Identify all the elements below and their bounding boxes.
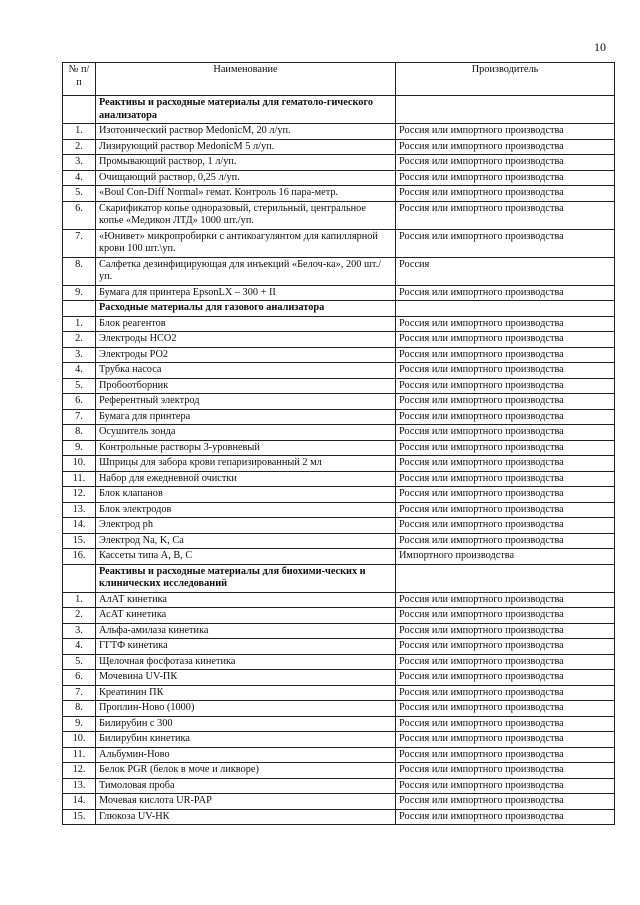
item-name: Глюкоза UV-НК [96, 809, 396, 825]
section-title: Реактивы и расходные материалы для гематоло-гического анализатора [96, 96, 396, 124]
row-number: 11. [63, 747, 96, 763]
item-producer: Россия или импортного производства [396, 409, 615, 425]
row-number: 6. [63, 201, 96, 229]
item-producer: Россия или импортного производства [396, 378, 615, 394]
row-number: 11. [63, 471, 96, 487]
item-producer: Россия или импортного производства [396, 316, 615, 332]
item-producer: Россия или импортного производства [396, 186, 615, 202]
item-name: Изотонический раствор MedonicM, 20 л/уп. [96, 124, 396, 140]
table-row [63, 285, 615, 301]
item-producer: Россия или импортного производства [396, 229, 615, 257]
row-number: 12. [63, 487, 96, 503]
table-row [63, 670, 615, 686]
row-number: 14. [63, 518, 96, 534]
row-number: 15. [63, 809, 96, 825]
table-row [63, 201, 615, 229]
table-row [63, 763, 615, 779]
item-producer: Импортного производства [396, 549, 615, 565]
item-name: Электроды РО2 [96, 347, 396, 363]
item-producer: Россия или импортного производства [396, 363, 615, 379]
item-producer: Россия или импортного производства [396, 440, 615, 456]
row-number: 10. [63, 732, 96, 748]
item-name: Электрод ph [96, 518, 396, 534]
item-producer: Россия или импортного производства [396, 608, 615, 624]
section-header-row [63, 301, 615, 317]
item-producer: Россия или импортного производства [396, 487, 615, 503]
item-name: Очищающий раствор, 0,25 л/уп. [96, 170, 396, 186]
section-title: Расходные материалы для газового анализатора [96, 301, 396, 317]
item-name: Блок клапанов [96, 487, 396, 503]
item-name: Бумага для принтера EpsonLX – 300 + II [96, 285, 396, 301]
materials-table [62, 62, 615, 825]
table-row [63, 685, 615, 701]
table-row [63, 425, 615, 441]
item-producer: Россия или импортного производства [396, 778, 615, 794]
item-producer: Россия или импортного производства [396, 425, 615, 441]
table-row [63, 139, 615, 155]
row-number: 15. [63, 533, 96, 549]
item-name: Скарификатор копье одноразовый, стерильный, центральное копье «Медикон ЛТД» 1000 шт./уп. [96, 201, 396, 229]
item-producer: Россия или импортного производства [396, 639, 615, 655]
item-producer: Россия или импортного производства [396, 201, 615, 229]
row-number: 9. [63, 440, 96, 456]
item-name: Лизирующий раствор MedonicM 5 л/уп. [96, 139, 396, 155]
row-number: 8. [63, 701, 96, 717]
item-name: Промывающий раствор, 1 л/уп. [96, 155, 396, 171]
item-name: Билирубин с 300 [96, 716, 396, 732]
item-producer: Россия или импортного производства [396, 456, 615, 472]
table-row [63, 502, 615, 518]
table-row [63, 518, 615, 534]
item-name: Блок реагентов [96, 316, 396, 332]
row-number: 13. [63, 778, 96, 794]
row-number: 8. [63, 425, 96, 441]
item-name: Кассеты типа А, В, С [96, 549, 396, 565]
item-producer: Россия или импортного производства [396, 533, 615, 549]
row-number: 10. [63, 456, 96, 472]
table-row [63, 316, 615, 332]
row-number: 12. [63, 763, 96, 779]
page-number: 10 [594, 40, 606, 54]
item-name: Щелочная фосфотаза кинетика [96, 654, 396, 670]
table-row [63, 639, 615, 655]
header-name: Наименование [96, 63, 396, 96]
item-name: Тимоловая проба [96, 778, 396, 794]
row-number: 4. [63, 170, 96, 186]
header-producer: Производитель [396, 63, 615, 96]
item-name: Салфетка дезинфицирующая для инъекций «Белоч-ка», 200 шт./уп. [96, 257, 396, 285]
section-empty-cell [396, 564, 615, 592]
row-number: 5. [63, 186, 96, 202]
item-name: ГГТФ кинетика [96, 639, 396, 655]
table-row [63, 701, 615, 717]
item-producer: Россия или импортного производства [396, 592, 615, 608]
item-producer: Россия или импортного производства [396, 332, 615, 348]
header-number: № п/п [63, 63, 96, 96]
row-number: 14. [63, 794, 96, 810]
item-name: Белок PGR (белок в моче и ликворе) [96, 763, 396, 779]
section-empty-cell [63, 564, 96, 592]
item-name: Мочевая кислота UR-PAP [96, 794, 396, 810]
row-number: 8. [63, 257, 96, 285]
row-number: 5. [63, 378, 96, 394]
item-name: Референтный электрод [96, 394, 396, 410]
row-number: 3. [63, 623, 96, 639]
item-name: «Юнивет» микропробирки с антикоагулянтом для капиллярной крови 100 шт.\уп. [96, 229, 396, 257]
table-row [63, 549, 615, 565]
section-empty-cell [63, 301, 96, 317]
row-number: 1. [63, 592, 96, 608]
table-row [63, 809, 615, 825]
table-body [63, 96, 615, 825]
row-number: 1. [63, 124, 96, 140]
item-producer: Россия или импортного производства [396, 701, 615, 717]
row-number: 9. [63, 716, 96, 732]
item-name: Контрольные растворы 3-уровневый [96, 440, 396, 456]
item-name: Пробоотборник [96, 378, 396, 394]
item-name: Трубка насоса [96, 363, 396, 379]
row-number: 4. [63, 363, 96, 379]
row-number: 9. [63, 285, 96, 301]
item-producer: Россия или импортного производства [396, 155, 615, 171]
item-producer: Россия или импортного производства [396, 763, 615, 779]
section-empty-cell [63, 96, 96, 124]
item-name: Набор для ежедневной очистки [96, 471, 396, 487]
item-name: Креатинин ПК [96, 685, 396, 701]
item-producer: Россия или импортного производства [396, 716, 615, 732]
table-row [63, 487, 615, 503]
item-name: Осушитель зонда [96, 425, 396, 441]
item-producer: Россия или импортного производства [396, 654, 615, 670]
item-producer: Россия или импортного производства [396, 471, 615, 487]
table-row [63, 533, 615, 549]
table-row [63, 155, 615, 171]
table-row [63, 170, 615, 186]
table-row [63, 623, 615, 639]
table-row [63, 716, 615, 732]
row-number: 7. [63, 409, 96, 425]
item-name: Электрод Na, K, Ca [96, 533, 396, 549]
item-producer: Россия или импортного производства [396, 518, 615, 534]
item-producer: Россия или импортного производства [396, 794, 615, 810]
table-row [63, 608, 615, 624]
row-number: 6. [63, 670, 96, 686]
table-row [63, 124, 615, 140]
item-producer: Россия или импортного производства [396, 732, 615, 748]
row-number: 1. [63, 316, 96, 332]
item-producer: Россия или импортного производства [396, 502, 615, 518]
item-name: Мочевина UV-ПК [96, 670, 396, 686]
table-row [63, 394, 615, 410]
table-header-row [63, 63, 615, 96]
table-row [63, 778, 615, 794]
section-empty-cell [396, 96, 615, 124]
table-row [63, 794, 615, 810]
table-row [63, 363, 615, 379]
item-name: Электроды НСО2 [96, 332, 396, 348]
item-producer: Россия или импортного производства [396, 285, 615, 301]
item-producer: Россия или импортного производства [396, 809, 615, 825]
item-producer: Россия или импортного производства [396, 747, 615, 763]
section-header-row [63, 564, 615, 592]
section-empty-cell [396, 301, 615, 317]
item-producer: Россия или импортного производства [396, 670, 615, 686]
section-header-row [63, 96, 615, 124]
table-row [63, 732, 615, 748]
item-name: Блок электродов [96, 502, 396, 518]
row-number: 13. [63, 502, 96, 518]
table-row [63, 229, 615, 257]
item-producer: Россия или импортного производства [396, 124, 615, 140]
row-number: 2. [63, 332, 96, 348]
table-row [63, 409, 615, 425]
row-number: 7. [63, 229, 96, 257]
table-row [63, 456, 615, 472]
row-number: 7. [63, 685, 96, 701]
row-number: 3. [63, 347, 96, 363]
item-producer: Россия или импортного производства [396, 685, 615, 701]
item-name: «Boul Con-Diff Normal» гемат. Контроль 16 пара-метр. [96, 186, 396, 202]
item-producer: Россия или импортного производства [396, 394, 615, 410]
row-number: 3. [63, 155, 96, 171]
item-name: Билирубин кинетика [96, 732, 396, 748]
table-row [63, 747, 615, 763]
row-number: 2. [63, 608, 96, 624]
table-row [63, 332, 615, 348]
table-row [63, 257, 615, 285]
item-producer: Россия или импортного производства [396, 170, 615, 186]
table-row [63, 186, 615, 202]
item-name: Альбумин-Ново [96, 747, 396, 763]
item-name: Бумага для принтера [96, 409, 396, 425]
item-name: Шприцы для забора крови гепаризированный 2 мл [96, 456, 396, 472]
item-producer: Россия или импортного производства [396, 623, 615, 639]
row-number: 2. [63, 139, 96, 155]
section-title: Реактивы и расходные материалы для биохими-ческих и клинических исследований [96, 564, 396, 592]
table-row [63, 592, 615, 608]
table-row [63, 471, 615, 487]
item-name: АлАТ кинетика [96, 592, 396, 608]
item-name: Альфа-амилаза кинетика [96, 623, 396, 639]
item-name: Проплин-Ново (1000) [96, 701, 396, 717]
row-number: 5. [63, 654, 96, 670]
row-number: 16. [63, 549, 96, 565]
item-producer: Россия или импортного производства [396, 347, 615, 363]
item-producer: Россия или импортного производства [396, 139, 615, 155]
item-name: АсАТ кинетика [96, 608, 396, 624]
table-row [63, 440, 615, 456]
table-row [63, 378, 615, 394]
table-row [63, 347, 615, 363]
row-number: 6. [63, 394, 96, 410]
item-producer: Россия [396, 257, 615, 285]
table-row [63, 654, 615, 670]
row-number: 4. [63, 639, 96, 655]
